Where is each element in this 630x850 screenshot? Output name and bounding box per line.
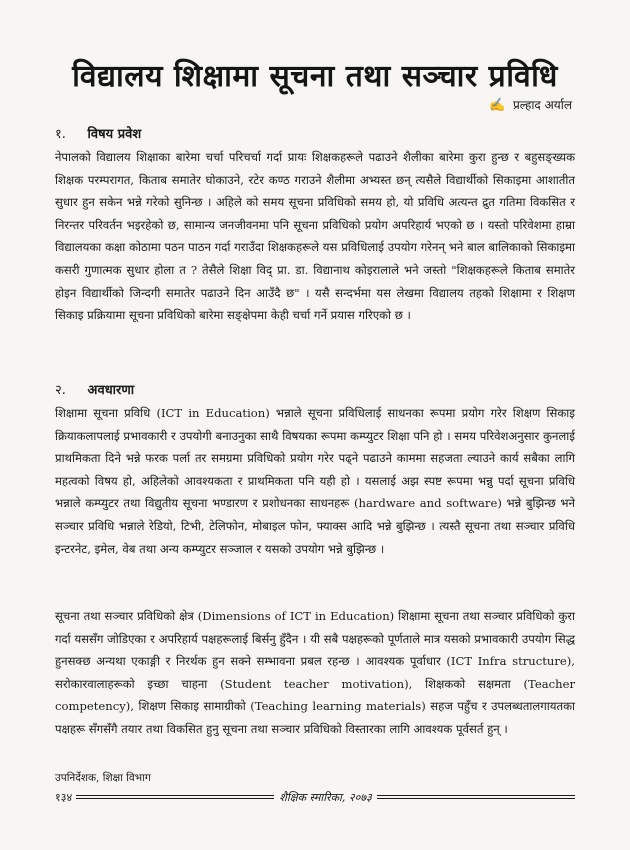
section-heading-intro [55, 124, 141, 142]
section-heading-concept [55, 380, 134, 398]
paragraph-dimensions: सूचना तथा सञ्चार प्रविधिको क्षेत्र (Dimensions of ICT in Education) शिक्षामा सूचना तथा सञ्चार प्रविधिको कुरा गर्दा यससँग जोडिएका र अपरिहार्य पक्षहरूलाई बिर्सनु हुँदैन । यी सबै पक्षहरूको पूर्णताले मात्र यसको प्रभावकारी उपयोग सिद्ध हुनसक्छ अन्यथा एकाङ्गी र निरर्थक हुन सक्ने सम्भावना प्रबल रहन्छ । आवश्यक पूर्वाधार (ICT Infra structure), सरोकारवालाहरूको इच्छा चाहना (Student teacher motivation), शिक्षकको सक्षमता (Teacher competency), शिक्षण सिकाइ सामाग्रीको (Teaching learning materials) सहज पहुँच र उपलब्धतालगायतका पक्षहरू सँगसँगै तयार तथा विकसित हुनु सूचना तथा सञ्चार प्रविधिको विस्तारका लागि आवश्यक पूर्वसर्त हुन् । [55, 609, 575, 736]
section-title: विषय प्रवेश [87, 127, 142, 142]
paragraph-concept: शिक्षामा सूचना प्रविधि (ICT in Education) भन्नाले सूचना प्रविधिलाई साधनका रूपमा प्रयोग गरेर शिक्षण सिकाइ क्रियाकलापलाई प्रभावकारी र उपयोगी बनाउनुका साथै विषयका रूपमा कम्प्युटर शिक्षा पनि हो । समय परिवेशअनुसार कुनलाई प्राथमिकता दिने भन्ने फरक पर्ला तर समग्रमा प्रविधिको प्रयोग गरेर पढ्ने पढाउने काममा सहजता ल्याउने कार्य सबैका लागि महत्वको विषय हो, अहिलेको आवश्यकता र प्राथमिकता पनि यही हो । यसलाई अझ स्पष्ट रूपमा भन्नु पर्दा सूचना प्रविधि भन्नाले कम्प्युटर तथा विद्युतीय सूचना भण्डारण र प्रशोधनका साधनहरू (hardware and software) भन्ने बुझिन्छ भने सञ्चार प्रविधि भन्नाले रेडियो, टिभी, टेलिफोन, मोबाइल फोन, फ्याक्स आदि भन्ने बुझिन्छ । त्यस्तै सूचना तथा सञ्चार प्रविधि इन्टरनेट, इमेल, वेब तथा अन्य कम्प्युटर सञ्जाल र यसको उपयोग भन्ने बुझिन्छ । [55, 406, 575, 556]
footer-rule-right [377, 795, 575, 799]
section-number: १. [55, 127, 66, 142]
paragraph-intro: नेपालको विद्यालय शिक्षाका बारेमा चर्चा परिचर्चा गर्दा प्रायः शिक्षकहरूले पढाउने शैलीका बारेमा कुरा हुन्छ र बहुसङ्ख्यक शिक्षक परम्परागत, किताब समातेर घोकाउने, रटेर कण्ठ गराउने शैलीमा अभ्यस्त छन् त्यसैले विद्यार्थीको सिकाइमा आशातीत सुधार हुन सकेन भन्ने गरेको सुनिन्छ । अहिले को समय सूचना प्रविधिको समय हो, यो प्रविधि अत्यन्त द्रुत गतिमा विकसित र निरन्तर परिवर्तन भइरहेको छ, सामान्य जनजीवनमा पनि सूचना प्रविधिको प्रयोग अपरिहार्य भएको छ । यस्तो परिवेशमा हाम्रा विद्यालयका कक्षा कोठामा पठन पाठन गर्दा गराउँदा शिक्षकहरूले यस प्रविधिलाई उपयोग गरेनन् भने बाल बालिकाको सिकाइमा कसरी गुणात्मक सुधार होला त ? तेसैले शिक्षा विद् प्रा. डा. विद्यानाथ कोइरालाले भने जस्तो "शिक्षकहरूले किताब समातेर होइन विद्यार्थीको जिन्दगी समातेर पढाउने दिन आउँदै छ" । यसै सन्दर्भमा यस लेखमा विद्यालय तहको शिक्षामा र शिक्षण सिकाइ प्रक्रियामा सूचना प्रविधिको बारेमा सङ्क्षेपमा केही चर्चा गर्ने प्रयास गरिएको छ । [55, 150, 575, 323]
pen-icon: ✍ [488, 98, 506, 113]
page-number: १३४ [55, 790, 73, 804]
author-line [489, 96, 572, 113]
section-number: २. [55, 383, 66, 398]
author-name: प्रल्हाद अर्याल [512, 98, 572, 112]
author-footnote: उपनिर्देशक, शिक्षा विभाग [55, 772, 151, 784]
page-footer [55, 789, 575, 805]
magazine-name: शैक्षिक स्मारिका, २०७३ [279, 790, 372, 804]
section-title: अवधारणा [87, 383, 135, 398]
footer-rule-left [76, 795, 274, 799]
article-title: विद्यालय शिक्षामा सूचना तथा सञ्चार प्रविधि [72, 59, 558, 95]
